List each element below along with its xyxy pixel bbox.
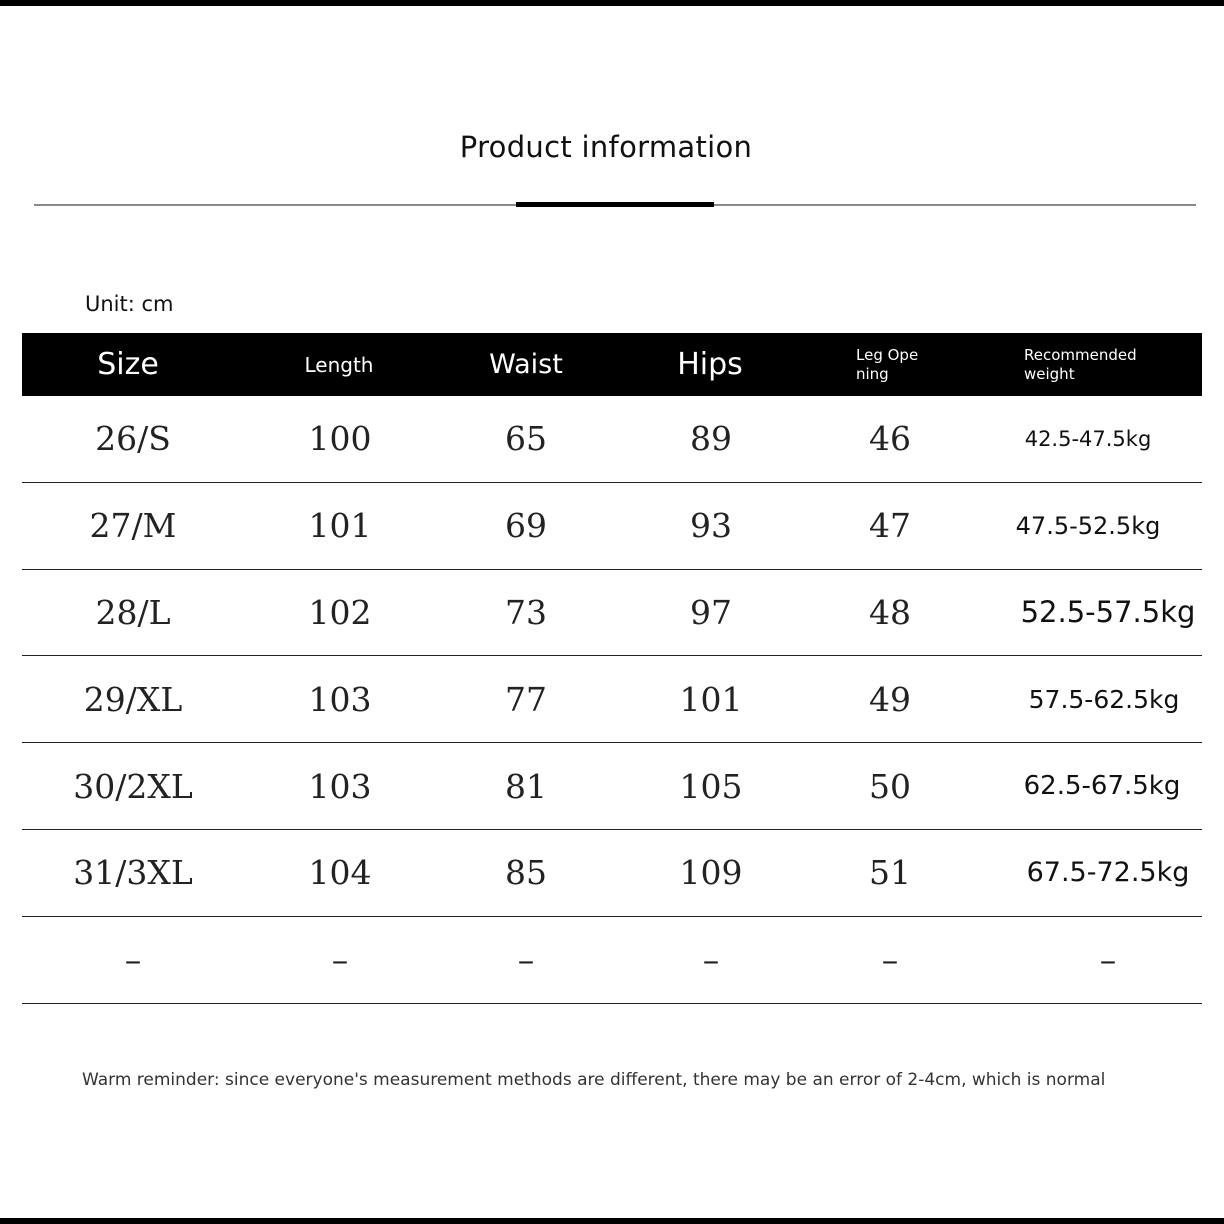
cell-length: –: [331, 940, 349, 980]
cell-size: 29/XL: [83, 679, 183, 719]
header-leg-opening: [856, 333, 996, 396]
cell-waist: 73: [505, 592, 547, 632]
cell-waist: 81: [505, 766, 547, 806]
cell-weight: 47.5-52.5kg: [1015, 511, 1161, 540]
header-hips: [608, 333, 812, 396]
cell-hips: 101: [679, 679, 743, 719]
cell-leg-opening: –: [881, 940, 899, 980]
cell-size: 30/2XL: [73, 766, 193, 806]
header-recommended-weight: [1024, 333, 1194, 396]
cell-length: 103: [308, 679, 372, 719]
cell-size: 27/M: [89, 506, 177, 546]
cell-weight: 62.5-67.5kg: [1023, 771, 1181, 802]
cell-leg-opening: 46: [869, 419, 911, 459]
warm-reminder-note: Warm reminder: since everyone's measurement methods are different, there may be an error of 2-4cm, which is normal: [82, 1070, 1106, 1090]
cell-waist: 85: [505, 853, 547, 893]
cell-hips: 89: [690, 419, 732, 459]
cell-length: 100: [308, 419, 372, 459]
cell-size: –: [124, 940, 142, 980]
header-leg-opening-line2: ning: [856, 364, 889, 383]
top-border: [0, 0, 1224, 6]
header-hips-label: Hips: [677, 347, 743, 382]
cell-length: 103: [308, 766, 372, 806]
cell-weight: 42.5-47.5kg: [1024, 426, 1152, 451]
cell-length: 104: [308, 853, 372, 893]
cell-hips: 105: [679, 766, 743, 806]
cell-waist: 77: [505, 679, 547, 719]
cell-hips: 109: [679, 853, 743, 893]
title-underline-accent: [516, 202, 714, 207]
table-row: [22, 830, 1202, 917]
cell-leg-opening: 47: [869, 506, 911, 546]
cell-length: 102: [308, 592, 372, 632]
header-weight-line1: Recommended: [1024, 345, 1137, 364]
cell-leg-opening: 50: [869, 766, 911, 806]
cell-waist: –: [517, 940, 535, 980]
table-row: [22, 743, 1202, 830]
cell-size: 26/S: [95, 419, 171, 459]
cell-leg-opening: 48: [869, 592, 911, 632]
cell-waist: 69: [505, 506, 547, 546]
table-row: [22, 570, 1202, 657]
cell-waist: 65: [505, 419, 547, 459]
table-row: [22, 483, 1202, 570]
cell-weight: 52.5-57.5kg: [1020, 595, 1196, 630]
header-leg-opening-line1: Leg Ope: [856, 345, 919, 364]
cell-weight: 67.5-72.5kg: [1026, 857, 1190, 889]
size-table-body: [22, 396, 1202, 1004]
unit-label: Unit: cm: [85, 292, 174, 316]
cell-length: 101: [308, 506, 372, 546]
table-row: [22, 396, 1202, 483]
cell-hips: 97: [690, 592, 732, 632]
bottom-border: [0, 1218, 1224, 1224]
cell-size: 28/L: [95, 592, 171, 632]
header-length: [234, 333, 444, 396]
cell-hips: 93: [690, 506, 732, 546]
header-size-label: Size: [97, 347, 159, 382]
header-weight-line2: weight: [1024, 364, 1075, 383]
cell-weight: –: [1099, 940, 1117, 980]
size-table-header: [22, 333, 1202, 396]
cell-leg-opening: 49: [869, 679, 911, 719]
cell-hips: –: [702, 940, 720, 980]
header-waist-label: Waist: [489, 349, 563, 380]
table-row: [22, 656, 1202, 743]
table-row: [22, 917, 1202, 1004]
cell-weight: 57.5-62.5kg: [1028, 684, 1180, 714]
page-title: Product information: [459, 130, 753, 164]
header-length-label: Length: [304, 352, 374, 377]
cell-leg-opening: 51: [869, 853, 911, 893]
header-waist: [444, 333, 608, 396]
header-size: [22, 333, 234, 396]
cell-size: 31/3XL: [73, 853, 193, 893]
